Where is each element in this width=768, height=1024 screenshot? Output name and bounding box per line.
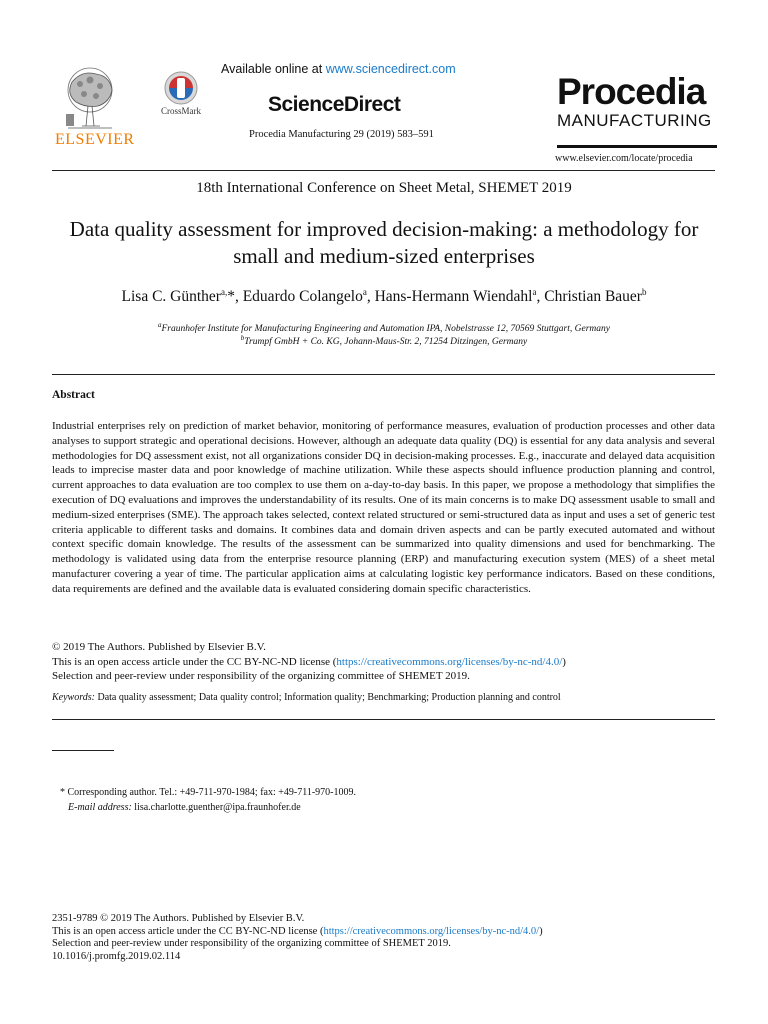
- bottom-license-link[interactable]: https://creativecommons.org/licenses/by-nc-nd/4.0/: [323, 925, 540, 937]
- abstract-top-divider: [52, 374, 715, 375]
- keywords-divider: [52, 719, 715, 720]
- elsevier-wordmark: ELSEVIER: [55, 131, 135, 148]
- available-online: Available online at www.sciencedirect.com: [221, 62, 456, 76]
- corresponding-author-footnote: * Corresponding author. Tel.: +49-711-970-1984; fax: +49-711-970-1009. E-mail address: lisa.charlotte.guenther@ipa.fraunhofer.de: [60, 787, 357, 813]
- bottom-copyright: 2351-9789 © 2019 The Authors. Published by Elsevier B.V. This is an open access article under the CC BY-NC-ND license (https://creativecommons.org/licenses/by-nc-nd/4.0/) Selection and peer-review under responsibility of the organizing committee of SHEMET 2019. 10.1016/j.promfg.2019.02.114: [52, 913, 543, 963]
- author: Hans-Hermann Wiendahl: [374, 288, 533, 306]
- author: Lisa C. Günther: [121, 288, 221, 306]
- license-link[interactable]: https://creativecommons.org/licenses/by-nc-nd/4.0/: [336, 655, 563, 668]
- procedia-name: Procedia: [557, 71, 706, 112]
- header-divider: [52, 170, 715, 171]
- affiliation-a: $^a$Fraunhofer Institute for Manufacturing Engineering and Automation IPA, Nobelstrasse 12, 70569 Stuttgart, Germany: [157, 321, 610, 335]
- journal-reference: Procedia Manufacturing 29 (2019) 583–591: [249, 129, 434, 140]
- locate-url[interactable]: www.elsevier.com/locate/procedia: [555, 153, 693, 164]
- procedia-logo: [557, 73, 717, 131]
- sciencedirect-link[interactable]: www.sciencedirect.com: [325, 62, 456, 76]
- email-link[interactable]: lisa.charlotte.guenther@ipa.fraunhofer.de: [131, 802, 301, 813]
- keywords: Keywords: Data quality assessment; Data quality control; Information quality; Benchmarking; Production planning and control: [52, 692, 561, 703]
- conference-name: 18th International Conference on Sheet Metal, SHEMET 2019: [196, 180, 572, 196]
- affiliation-b: $^b$Trumpf GmbH + Co. KG, Johann-Maus-Str. 2, 71254 Ditzingen, Germany: [240, 334, 528, 348]
- author: Christian Bauer: [544, 288, 642, 306]
- procedia-subtitle: MANUFACTURING: [557, 111, 712, 130]
- copyright-block: © 2019 The Authors. Published by Elsevier B.V. This is an open access article under the CC BY-NC-ND license (https://creativecommons.org/licenses/by-nc-nd/4.0/) Selection and peer-review under responsibility of the organizing committee of SHEMET 2019.: [52, 641, 566, 683]
- author-list: Lisa C. Günther$^{a,}$*, Eduardo Colangelo$^a$, Hans-Hermann Wiendahl$^a$, Christian Bauer$^b$: [121, 287, 647, 306]
- doi[interactable]: 10.1016/j.promfg.2019.02.114: [52, 951, 181, 963]
- crossmark-label: CrossMark: [161, 106, 201, 116]
- abstract-heading: Abstract: [52, 389, 95, 401]
- abstract-body: Industrial enterprises rely on prediction of market behavior, monitoring of performance measures, evaluation of production processes and other data analyses to support strategic and operational decisions. However, although an adequate data quality (DQ) is essential for any data analysis and several methodologies for DQ assessment exist, not all organizations consider DQ in decision-making processes. E.g., inaccurate and delayed data acquisition leads to imprecise master data and poor knowledge of machine utilization. While these aspects should influence production planning and control, current approaches to data evaluation are too complex to use them on a-day-to-day basis. In this paper, we propose a methodology that simplifies the execution of DQ evaluations and improves the understandability of its results. One of its main concerns is to make DQ assessment usable to small and medium-sized enterprises (SME). The approach takes selected, context related structured or semi-structured data as input and uses a set of generic test criteria applicable to different tasks and domains. It combines data and domain driven aspects and can be partly executed automated and without context specific domain knowledge. The results of the assessment can be summarized into quality dimensions and used for benchmarking. The methodology is validated using data from the enterprise resource planning (ERP) and manufacturing execution system (MES) of a sheet metal manufacturer covering a year of time. The particular application aims at calculating logistic key performance indicators. Based on these conditions, data requirements are defined and the available data is evaluated considering domain specific characteristics.: [52, 420, 715, 595]
- sciencedirect-wordmark: ScienceDirect: [268, 93, 401, 116]
- procedia-underline: [557, 145, 717, 148]
- author: Eduardo Colangelo: [242, 288, 363, 306]
- paper-title: Data quality assessment for improved decision-making: a methodology for small and medium-sized enterprises: [69, 217, 699, 268]
- footnote-rule: [52, 750, 114, 751]
